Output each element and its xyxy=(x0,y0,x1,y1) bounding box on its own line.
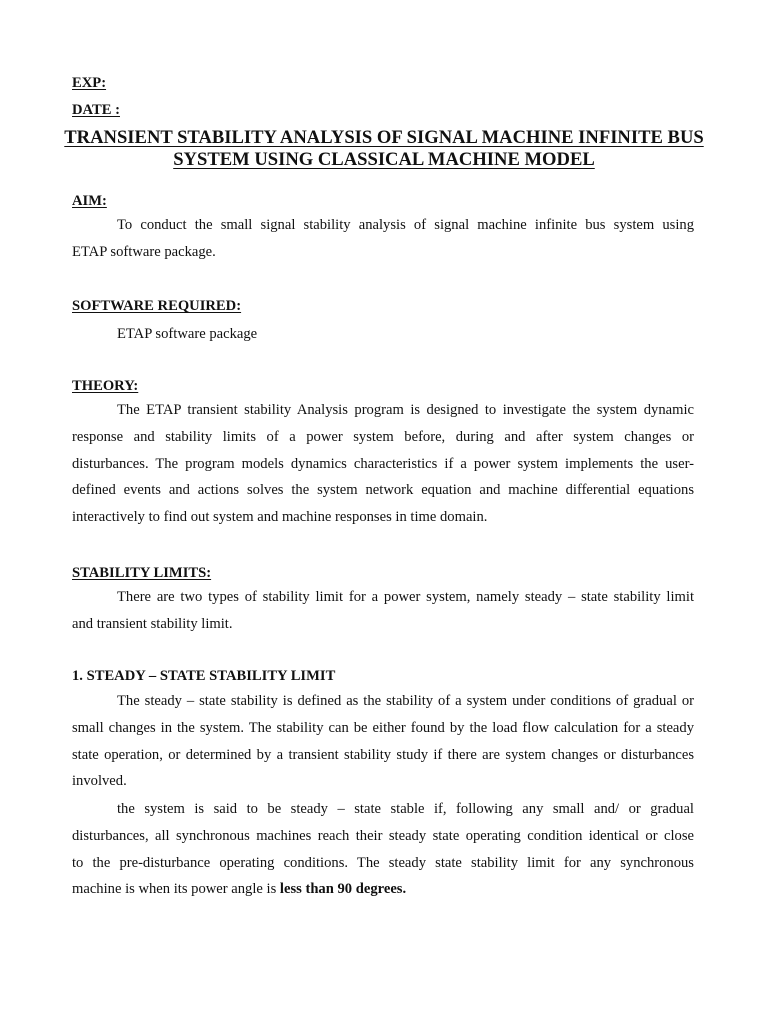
steady-state-line-last xyxy=(72,876,694,903)
exp-label: EXP: xyxy=(72,75,107,91)
aim-line: ETAP software package. xyxy=(72,243,216,260)
stability-limits-heading: STABILITY LIMITS: xyxy=(72,565,212,581)
theory-line: response and stability limits of a power system before, during and after system changes or xyxy=(72,428,694,445)
steady-state-line: the system is said to be steady – state stable if, following any small and/ or gradual xyxy=(117,801,694,817)
steady-state-line: The steady – state stability is defined as the stability of a system under conditions of gradual or xyxy=(117,693,694,709)
theory-line: disturbances. The program models dynamics characteristics if a power system implements the user- xyxy=(72,455,694,472)
theory-paragraph xyxy=(72,397,694,531)
theory-line: interactively to find out system and machine responses in time domain. xyxy=(72,509,488,526)
steady-state-paragraph-2 xyxy=(72,796,694,903)
steady-state-line: disturbances, all synchronous machines reach their steady state operating condition identical or close xyxy=(72,827,694,844)
steady-state-last-text: machine is when its power angle is xyxy=(72,881,280,898)
aim-heading: AIM: xyxy=(72,193,107,209)
theory-line: defined events and actions solves the system network equation and machine differential equations xyxy=(72,482,694,499)
stability-limits-line: There are two types of stability limit for a power system, namely steady – state stability limit xyxy=(117,589,694,605)
date-label: DATE : xyxy=(72,102,120,118)
steady-state-emphasis: less than 90 degrees. xyxy=(279,881,407,898)
steady-state-paragraph-1 xyxy=(72,688,694,795)
steady-state-line: to the pre-disturbance operating conditions. The steady state stability limit for any synchronous xyxy=(72,854,694,871)
aim-paragraph xyxy=(72,212,694,266)
software-text: ETAP software package xyxy=(117,326,258,342)
stability-limits-paragraph xyxy=(72,584,694,638)
stability-limits-line: and transient stability limit. xyxy=(72,615,233,632)
theory-heading: THEORY: xyxy=(72,378,139,394)
aim-line: To conduct the small signal stability analysis of signal machine infinite bus system using xyxy=(117,217,694,233)
steady-state-line: state operation, or determined by a transient stability study if there are system changes or disturbances xyxy=(72,746,694,763)
steady-state-heading: 1. STEADY – STATE STABILITY LIMIT xyxy=(72,668,336,684)
title-line-1: TRANSIENT STABILITY ANALYSIS OF SIGNAL MACHINE INFINITE BUS xyxy=(64,127,704,148)
theory-line: The ETAP transient stability Analysis program is designed to investigate the system dynamic xyxy=(117,402,694,418)
software-heading: SOFTWARE REQUIRED: xyxy=(72,298,242,314)
title-line-2: SYSTEM USING CLASSICAL MACHINE MODEL xyxy=(173,149,595,170)
steady-state-line: small changes in the system. The stability can be either found by the load flow calculation for a steady xyxy=(72,719,694,736)
steady-state-line: involved. xyxy=(72,773,127,790)
